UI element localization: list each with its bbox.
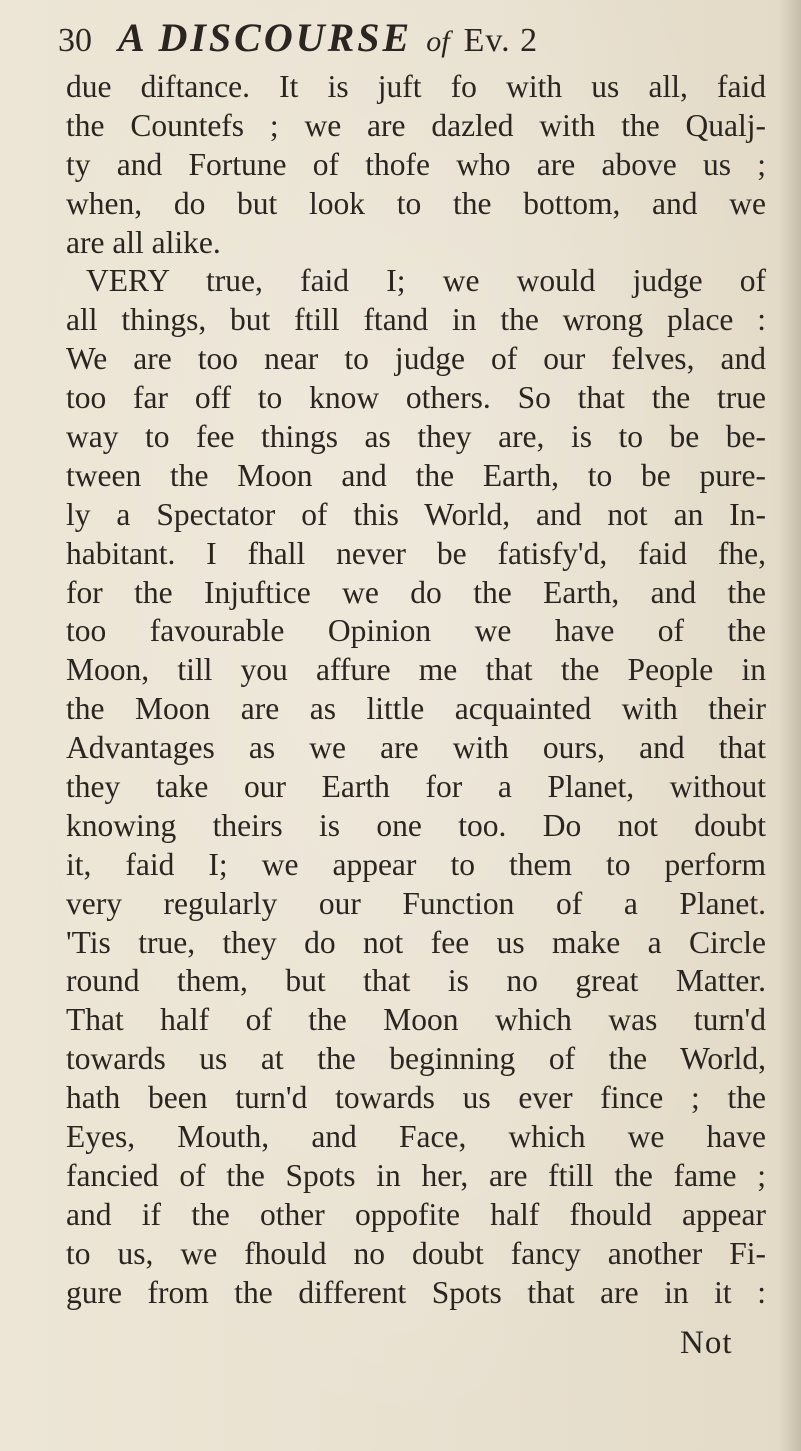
text-line: it, faid I; we appear to them to perform: [66, 846, 766, 882]
text-line: due diftance. It is juft fo with us all, faid: [66, 69, 766, 104]
text-line: the Moon are as little acquainted with their: [66, 691, 766, 727]
page-number: 30: [58, 22, 92, 59]
text-line: too far off to know others. So that the true: [66, 380, 766, 416]
text-line: all things, but ftill ftand in the wrong place :: [66, 302, 766, 338]
running-head: [58, 10, 758, 66]
running-head-section: Ev. 2: [463, 22, 539, 59]
text-line: very regularly our Function of a Planet.: [66, 885, 766, 921]
text-line: We are too near to judge of our felves, and: [66, 341, 766, 377]
text-line: Advantages as we are with ours, and that: [66, 730, 766, 766]
body-text: [66, 68, 766, 1313]
text-line: 'Tis true, they do not fee us make a Circle: [66, 924, 766, 960]
text-line: gure from the different Spots that are in it :: [66, 1274, 766, 1310]
text-line: are all alike.: [66, 224, 221, 260]
text-line: the Countefs ; we are dazled with the Qualj-: [66, 107, 766, 143]
text-line: fancied of the Spots in her, are ftill the fame ;: [66, 1157, 766, 1193]
text-line: ly a Spectator of this World, and not an In-: [66, 496, 766, 532]
text-line: ty and Fortune of thofe who are above us ;: [66, 146, 766, 182]
text-line: to us, we fhould no doubt fancy another Fi-: [66, 1235, 766, 1271]
text-line: and if the other oppofite half fhould appear: [66, 1196, 766, 1232]
text-line: towards us at the beginning of the World,: [66, 1041, 766, 1077]
page-edge-shadow: [779, 0, 801, 1451]
text-line: That half of the Moon which was turn'd: [66, 1002, 766, 1038]
text-line: round them, but that is no great Matter.: [66, 963, 766, 999]
text-line: way to fee things as they are, is to be be-: [66, 419, 766, 455]
text-line: too favourable Opinion we have of the: [66, 613, 766, 649]
text-line: Eyes, Mouth, and Face, which we have: [66, 1119, 766, 1155]
running-head-title: A DISCOURSE: [118, 15, 413, 60]
text-line: knowing theirs is one too. Do not doubt: [66, 807, 766, 843]
running-head-of: of: [426, 25, 450, 58]
text-line: VERY true, faid I; we would judge of: [86, 263, 766, 299]
text-line: they take our Earth for a Planet, without: [66, 769, 766, 805]
text-line: Moon, till you affure me that the People in: [66, 652, 766, 688]
text-line: tween the Moon and the Earth, to be pure-: [66, 457, 766, 493]
text-line: for the Injuftice we do the Earth, and the: [66, 574, 766, 610]
text-line: hath been turn'd towards us ever fince ; the: [66, 1080, 766, 1116]
text-line: when, do but look to the bottom, and we: [66, 185, 766, 221]
text-line: habitant. I fhall never be fatisfy'd, faid fhe,: [66, 535, 766, 571]
catchword: Not: [680, 1325, 733, 1361]
